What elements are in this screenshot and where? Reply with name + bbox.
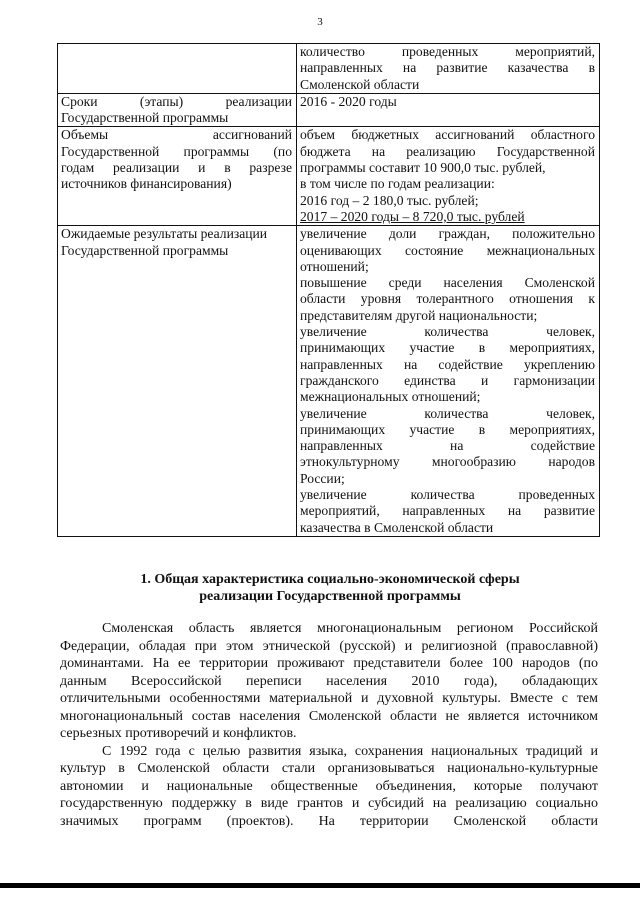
footer-rule <box>0 883 640 888</box>
text-line: увеличение доли граждан, положительно <box>300 226 595 242</box>
text-line: межнациональных отношений; <box>300 389 481 405</box>
table-row <box>58 127 600 226</box>
text-line: этнокультурному многообразию народов <box>300 454 595 470</box>
text-line: Смоленской области <box>300 76 420 92</box>
text-line: количество проведенных мероприятий, <box>300 44 595 59</box>
text-line: бюджета на реализацию Государственной <box>300 143 595 159</box>
table-row <box>58 226 600 537</box>
program-passport-table <box>57 43 600 537</box>
text-line: Сроки (этапы) реализации <box>61 93 292 109</box>
section-heading <box>60 571 600 605</box>
text-line: мероприятий, направленных на развитие <box>300 503 595 519</box>
text-line: отличительными особенностями материальной и духовной культуры. Вместе с тем <box>60 691 598 706</box>
text-line: направленных на содействие укреплению <box>300 356 595 372</box>
heading-line: 1. Общая характеристика социально-экономической сферы <box>140 572 520 587</box>
text-line: Смоленская область является многонациональным регионом Российской <box>102 621 598 636</box>
text-line: представителям другой национальности; <box>300 307 538 323</box>
text-line: культур в Смоленской области стали организовываться национально-культурные <box>60 761 598 776</box>
table-cell-label <box>58 226 297 537</box>
text-line: данным Всероссийской переписи населения 2010 года), обладающих <box>60 673 598 689</box>
table-row <box>58 93 600 127</box>
text-line: в том числе по годам реализации: <box>300 176 495 192</box>
text-line: направленных на содействие <box>300 438 595 454</box>
text-line: Государственной программы <box>61 242 229 258</box>
text-line: автономии и национальные общественные объединения, которые получают <box>60 778 598 794</box>
text-line: увеличение количества проведенных <box>300 487 595 503</box>
text-line: доминантами. На ее территории проживают представители более 100 народов (по <box>60 656 598 671</box>
text-line: оценивающих состояние межнациональных <box>300 242 595 258</box>
text-line: значимых программ (проектов). На территории Смоленской области <box>60 813 598 829</box>
paragraph <box>60 620 598 743</box>
text-line: казачества в Смоленской области <box>300 519 494 535</box>
text-line: серьезных противоречий и конфликтов. <box>60 726 297 741</box>
text-line: годам реализации и в разрезе <box>61 160 292 176</box>
table-cell-value <box>297 226 600 537</box>
text-line: направленных на развитие казачества в <box>300 60 595 76</box>
table-cell-value <box>297 44 600 94</box>
text-line: Государственной программы (по <box>61 143 292 159</box>
text-line: увеличение количества человек, <box>300 405 595 421</box>
table-cell-value <box>297 127 600 226</box>
heading-line: реализации Государственной программы <box>199 589 461 604</box>
paragraph <box>60 743 598 831</box>
text-line: государственную поддержку в виде грантов и субсидий на реализацию социально <box>60 796 598 811</box>
text-line: Федерации, обладая при этом этнической (русской) и религиозной (православной) <box>60 638 598 654</box>
table-cell-label <box>58 44 297 94</box>
text-line: гражданского единства и гармонизации <box>300 372 595 388</box>
table-cell-value <box>297 93 600 127</box>
table-cell-label <box>58 93 297 127</box>
text-line: программы составит 10 900,0 тыс. рублей, <box>300 160 546 176</box>
table-row <box>58 44 600 94</box>
text-line: источников финансирования) <box>61 176 232 192</box>
text-line: области уровня толерантного отношения к <box>300 291 595 307</box>
text-line: 2016 - 2020 годы <box>300 93 397 109</box>
page-number: 3 <box>317 16 323 28</box>
text-line: Государственной программы <box>61 110 229 126</box>
text-line: отношений; <box>300 258 369 274</box>
text-line: Объемы ассигнований <box>61 127 292 143</box>
text-line: 2017 – 2020 годы – 8 720,0 тыс. рублей <box>300 208 525 224</box>
text-line: объем бюджетных ассигнований областного <box>300 127 595 143</box>
text-line: России; <box>300 470 345 486</box>
text-line: Ожидаемые результаты реализации <box>61 226 268 242</box>
body-text <box>60 620 598 830</box>
text-line: принимающих участие в мероприятиях, <box>300 340 595 356</box>
text-line: повышение среди населения Смоленской <box>300 275 595 291</box>
table-cell-label <box>58 127 297 226</box>
text-line: принимающих участие в мероприятиях, <box>300 421 595 437</box>
text-line: С 1992 года с целью развития языка, сохранения национальных традиций и <box>102 743 598 759</box>
text-line: 2016 год – 2 180,0 тыс. рублей; <box>300 192 479 208</box>
text-line: увеличение количества человек, <box>300 324 595 340</box>
text-line: многонациональный состав населения Смоленской области не является источником <box>60 708 598 724</box>
